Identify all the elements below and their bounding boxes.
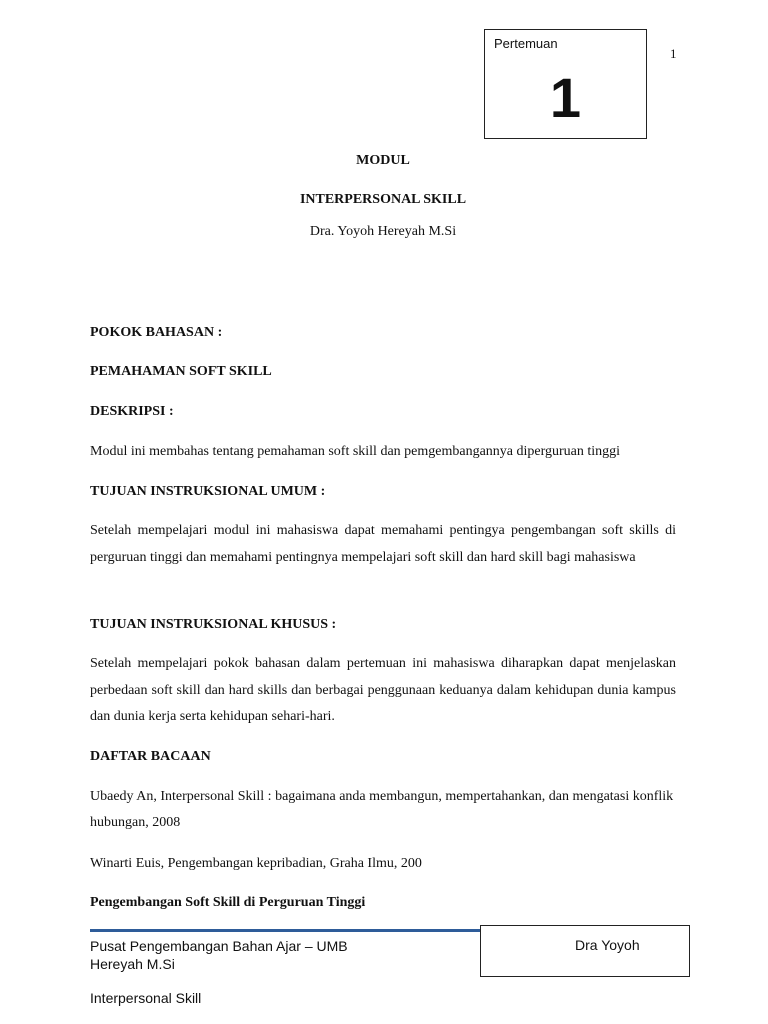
footer-institution xyxy=(90,937,348,973)
footer-author-box xyxy=(480,925,690,977)
reference-item: Winarti Euis, Pengembangan kepribadian, Graha Ilmu, 200 xyxy=(90,856,422,871)
pokok-bahasan-value: PEMAHAMAN SOFT SKILL xyxy=(90,364,272,379)
pokok-bahasan-heading: POKOK BAHASAN : xyxy=(90,325,223,340)
deskripsi-text: Modul ini membahas tentang pemahaman soft skill dan pemgembangannya diperguruan tinggi xyxy=(90,444,621,459)
tik-heading: TUJUAN INSTRUKSIONAL KHUSUS : xyxy=(90,617,337,632)
meeting-box xyxy=(484,29,647,139)
footer-course-title: Interpersonal Skill xyxy=(90,990,202,1006)
deskripsi-heading: DESKRIPSI : xyxy=(90,404,174,419)
page-number: 1 xyxy=(670,46,677,61)
module-title: INTERPERSONAL SKILL xyxy=(299,192,467,207)
daftar-bacaan-heading: DAFTAR BACAAN xyxy=(90,749,211,764)
meeting-label: Pertemuan xyxy=(494,36,558,51)
meeting-number: 1 xyxy=(549,66,582,129)
author-name: Dra. Yoyoh Hereyah M.Si xyxy=(309,224,457,239)
reference-item: Ubaedy An, Interpersonal Skill : bagaimana anda membangun, mempertahankan, dan mengatasi konflik hubungan, 2008 xyxy=(90,789,674,830)
footer-divider xyxy=(90,929,480,932)
tiu-heading: TUJUAN INSTRUKSIONAL UMUM : xyxy=(90,484,326,499)
footer-institution-line: Pusat Pengembangan Bahan Ajar – UMB xyxy=(90,938,348,954)
footer-author-name: Dra Yoyoh xyxy=(575,937,640,953)
tiu-text: Setelah mempelajari modul ini mahasiswa dapat memahami pentingya pengembangan soft skills di perguruan tinggi dan memahami pentingnya mempelajari soft skill dan hard skill bagi mahasiswa xyxy=(90,523,676,565)
tik-text: Setelah mempelajari pokok bahasan dalam pertemuan ini mahasiswa diharapkan dapat menjelaskan perbedaan soft skill dan hard skills dan berbagai penggunaan keduanya dalam kehidupan dunia kampus dan dunia kerja serta kehidupan sehari-hari. xyxy=(90,656,676,724)
module-label: MODUL xyxy=(356,153,410,168)
footer-author-line: Hereyah M.Si xyxy=(90,956,175,972)
section-subheading: Pengembangan Soft Skill di Perguruan Tinggi xyxy=(90,895,366,910)
